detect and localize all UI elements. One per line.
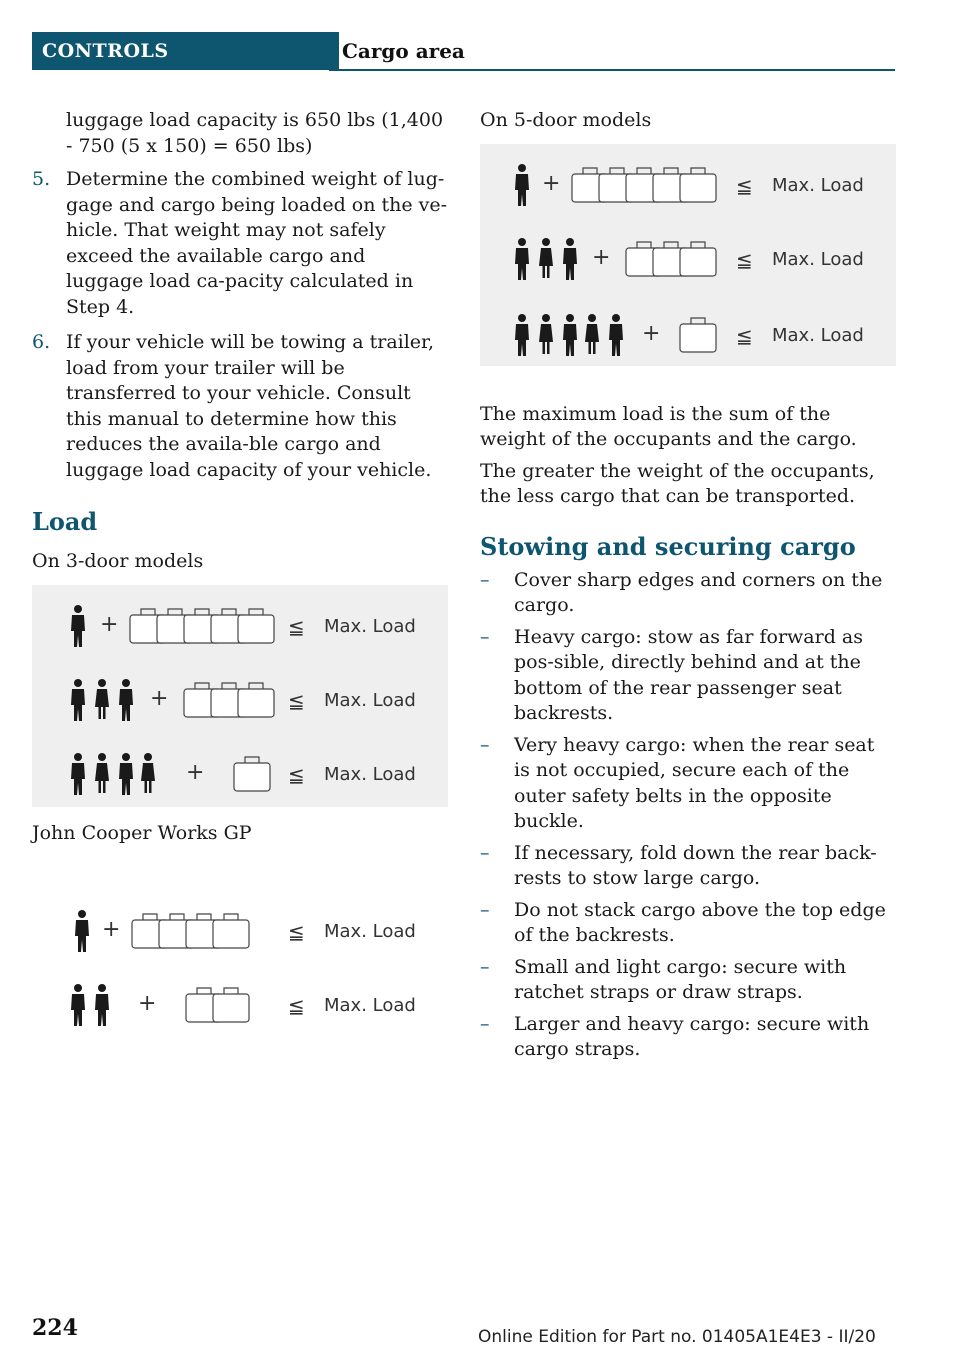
edition-footer: Online Edition for Part no. 01405A1E4E3 - II/20	[478, 1327, 876, 1347]
male-occupant-icon	[71, 605, 85, 647]
stowing-heading: Stowing and securing cargo	[480, 531, 856, 561]
step-number: 5.	[32, 168, 51, 190]
stowing-list	[480, 568, 896, 1063]
luggage-icon	[680, 318, 716, 352]
male-occupant-icon	[71, 984, 85, 1026]
less-or-equal-sign: ≦	[288, 614, 305, 639]
left-column	[32, 108, 448, 1054]
less-or-equal-sign: ≦	[288, 762, 305, 787]
dash-bullet: –	[480, 841, 490, 864]
list-item-text: Very heavy cargo: when the rear seat is not occupied, secure each of the outer safety belts in the opposite buckle.	[514, 733, 875, 832]
plus-sign: +	[102, 917, 121, 942]
male-occupant-icon	[515, 164, 529, 206]
luggage-icon	[213, 914, 249, 948]
less-or-equal-sign: ≦	[736, 173, 753, 198]
male-occupant-icon	[71, 679, 85, 721]
step-text: If your vehicle will be towing a trailer, load from your trailer will be transferred to your vehicle. Consult this manual to determine how this reduces the availa-ble cargo and luggage load capacity of your vehicle.	[66, 331, 435, 481]
luggage-icon	[680, 242, 716, 276]
less-or-equal-sign: ≦	[736, 323, 753, 348]
plus-sign: +	[642, 320, 661, 346]
continued-paragraph: luggage load capacity is 650 lbs (1,400 - 750 (5 x 150) = 650 lbs)	[66, 109, 444, 157]
male-occupant-icon	[119, 679, 133, 721]
max-load-label: Max. Load	[324, 921, 416, 942]
list-item	[480, 955, 896, 1006]
luggage-icon	[213, 988, 249, 1022]
female-occupant-icon	[95, 753, 109, 793]
luggage-icon	[234, 757, 270, 791]
plus-sign: +	[186, 759, 205, 785]
max-load-label: Max. Load	[772, 174, 864, 196]
less-or-equal-sign: ≦	[288, 920, 305, 944]
max-load-label: Max. Load	[324, 763, 416, 785]
male-occupant-icon	[75, 910, 89, 952]
max-load-label: Max. Load	[772, 324, 864, 346]
load-diagram-svg	[32, 884, 448, 1054]
list-item-text: Larger and heavy cargo: secure with cargo straps.	[514, 1012, 870, 1060]
luggage-icon	[238, 609, 274, 643]
plus-sign: +	[138, 991, 157, 1016]
luggage-icon	[238, 683, 274, 717]
dash-bullet: –	[480, 955, 490, 978]
plus-sign: +	[100, 611, 119, 637]
list-item	[480, 625, 896, 727]
female-occupant-icon	[95, 679, 109, 719]
step-item	[32, 330, 448, 483]
page-header	[32, 32, 895, 70]
right-column	[480, 108, 896, 1063]
list-item	[480, 898, 896, 949]
list-item	[480, 568, 896, 619]
male-occupant-icon	[609, 314, 623, 356]
female-occupant-icon	[141, 753, 155, 793]
step-number: 6.	[32, 331, 51, 353]
female-occupant-icon	[539, 238, 553, 278]
male-occupant-icon	[515, 238, 529, 280]
max-load-paragraph: The maximum load is the sum of the weight of the occupants and the cargo.	[480, 402, 857, 450]
page-number: 224	[32, 1315, 78, 1341]
step-text: Determine the combined weight of lug-gage and cargo being loaded on the ve-hicle. That weight may not safely exceed the available cargo and luggage load ca-pacity calculated in Step 4.	[66, 168, 448, 318]
female-occupant-icon	[539, 314, 553, 354]
dash-bullet: –	[480, 733, 490, 756]
header-rule	[329, 69, 895, 71]
list-item	[480, 841, 896, 892]
plus-sign: +	[592, 244, 611, 270]
list-item	[480, 1012, 896, 1063]
step-item	[32, 167, 448, 320]
jcw-label: John Cooper Works GP	[32, 821, 252, 844]
page-title: Cargo area	[342, 39, 465, 63]
female-occupant-icon	[585, 314, 599, 354]
male-occupant-icon	[119, 753, 133, 795]
male-occupant-icon	[563, 314, 577, 356]
male-occupant-icon	[71, 753, 85, 795]
list-item-text: Heavy cargo: stow as far forward as pos-sible, directly behind and at the bottom of the rear passenger seat backrests.	[514, 625, 863, 724]
load-heading: Load	[32, 507, 98, 536]
less-or-equal-sign: ≦	[288, 994, 305, 1018]
five-door-load-diagram	[480, 144, 896, 366]
max-load-label: Max. Load	[324, 615, 416, 637]
less-or-equal-sign: ≦	[288, 688, 305, 713]
three-door-label: On 3-door models	[32, 550, 204, 572]
load-diagram-svg	[32, 585, 448, 807]
max-load-label: Max. Load	[324, 995, 416, 1016]
jcw-load-diagram	[32, 884, 448, 1054]
plus-sign: +	[150, 685, 169, 711]
list-item-text: Do not stack cargo above the top edge of the backrests.	[514, 898, 886, 946]
list-item-text: Cover sharp edges and corners on the cargo.	[514, 568, 883, 616]
plus-sign: +	[542, 170, 561, 196]
three-door-load-diagram	[32, 585, 448, 807]
max-load-label: Max. Load	[324, 689, 416, 711]
five-door-label: On 5-door models	[480, 109, 652, 131]
list-item-text: Small and light cargo: secure with ratchet straps or draw straps.	[514, 955, 847, 1003]
male-occupant-icon	[95, 984, 109, 1026]
dash-bullet: –	[480, 568, 490, 591]
dash-bullet: –	[480, 625, 490, 648]
less-or-equal-sign: ≦	[736, 247, 753, 272]
male-occupant-icon	[563, 238, 577, 280]
dash-bullet: –	[480, 1012, 490, 1035]
list-item-text: If necessary, fold down the rear back-rests to stow large cargo.	[514, 841, 877, 889]
load-diagram-svg	[480, 144, 896, 366]
list-item	[480, 733, 896, 835]
occupant-weight-paragraph: The greater the weight of the occupants, the less cargo that can be transported.	[480, 459, 875, 507]
section-label: CONTROLS	[32, 32, 339, 70]
max-load-label: Max. Load	[772, 248, 864, 270]
luggage-icon	[680, 168, 716, 202]
dash-bullet: –	[480, 898, 490, 921]
male-occupant-icon	[515, 314, 529, 356]
